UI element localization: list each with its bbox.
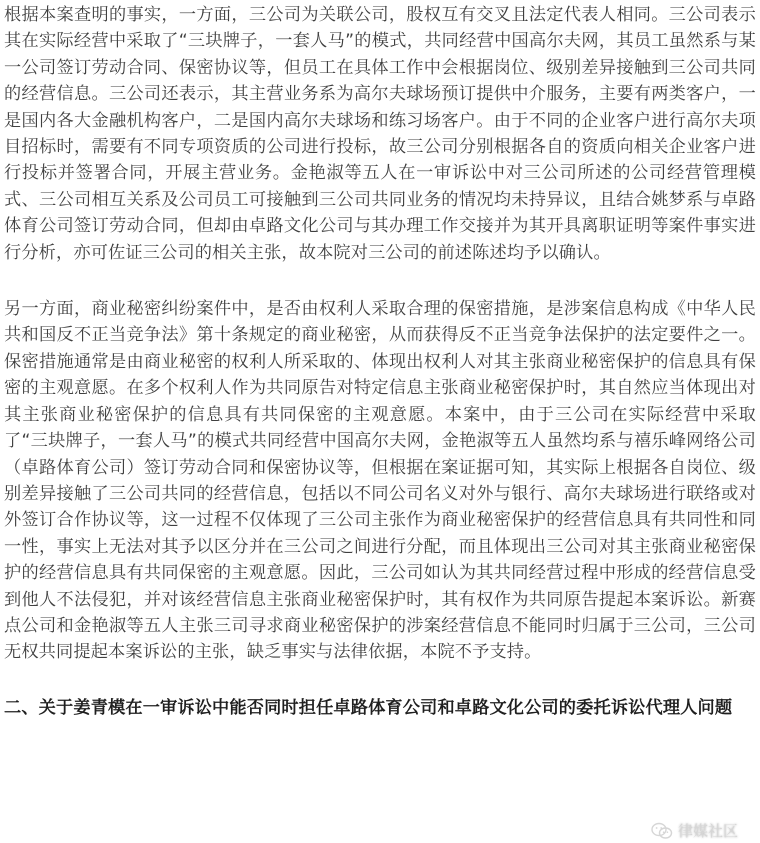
wechat-logo-icon bbox=[651, 822, 673, 840]
paragraph-trade-secret: 另一方面，商业秘密纠纷案件中，是否由权利人采取合理的保密措施，是涉案信息构成《中华人民共和国反不正当竞争法》第十条规定的商业秘密，从而获得反不正当竞争法保护的法定要件之一。保密措施通常是由商业秘密的权利人所采取的、体现出权利人对其主张商业秘密保护的信息具有保密的主观意愿。在多个权利人作为共同原告对特定信息主张商业秘密保护时，其自然应当体现出对其主张商业秘密保护的信息具有共同保密的主观意愿。本案中，由于三公司在实际经营中采取了“三块牌子，一套人马”的模式共同经营中国高尔夫网，金艳淑等五人虽然均系与禧乐峰网络公司（卓路体育公司）签订劳动合同和保密协议等，但根据在案证据可知，其实际上根据各自岗位、级别差异接触了三公司共同的经营信息，包括以不同公司名义对外与银行、高尔夫球场进行联络或对外签订合作协议等，这一过程不仅体现了三公司主张作为商业秘密保护的经营信息具有共同性和同一性，事实上无法对其予以区分并在三公司之间进行分配，而且体现出三公司对其主张商业秘密保护的经营信息具有共同保密的主观意愿。因此，三公司如认为其共同经营过程中形成的经营信息受到他人不法侵犯，并对该经营信息主张商业秘密保护时，其有权作为共同原告提起本案诉讼。新赛点公司和金艳淑等五人主张三司寻求商业秘密保护的涉案经营信息不能同时归属于三公司，三公司无权共同提起本案诉讼的主张，缺乏事实与法律依据，本院不予支持。 bbox=[4, 299, 756, 663]
article-body bbox=[4, 0, 756, 721]
section-heading: 二、关于姜青模在一审诉讼中能否同时担任卓路体育公司和卓路文化公司的委托诉讼代理人问题 bbox=[4, 697, 733, 718]
paragraph-facts: 根据本案查明的事实，一方面，三公司为关联公司，股权互有交叉且法定代表人相同。三公司表示其在实际经营中采取了“三块牌子，一套人马”的模式，共同经营中国高尔夫网，其员工虽然系与某一公司签订劳动合同、保密协议等，但员工在具体工作中会根据岗位、级别差异接触到三公司共同的经营信息。三公司还表示，其主营业务系为高尔夫球场预订提供中介服务，主要有两类客户，一是国内各大金融机构客户，二是国内高尔夫球场和练习场客户。由于不同的企业客户进行高尔夫项目招标时，需要有不同专项资质的公司进行投标，故三公司分别根据各自的资质向相关企业客户进行投标并签署合同，开展主营业务。金艳淑等五人在一审诉讼中对三公司所述的公司经营管理模式、三公司相互关系及公司员工可接触到三公司共同业务的情况均未持异议，且结合姚梦系与卓路体育公司签订劳动合同，但却由卓路文化公司与其办理工作交接并为其开具离职证明等案件事实进行分析，亦可佐证三公司的相关主张，故本院对三公司的前述陈述均予以确认。 bbox=[4, 5, 756, 263]
watermark-text: 律媒社区 bbox=[677, 822, 738, 840]
watermark bbox=[651, 820, 738, 841]
